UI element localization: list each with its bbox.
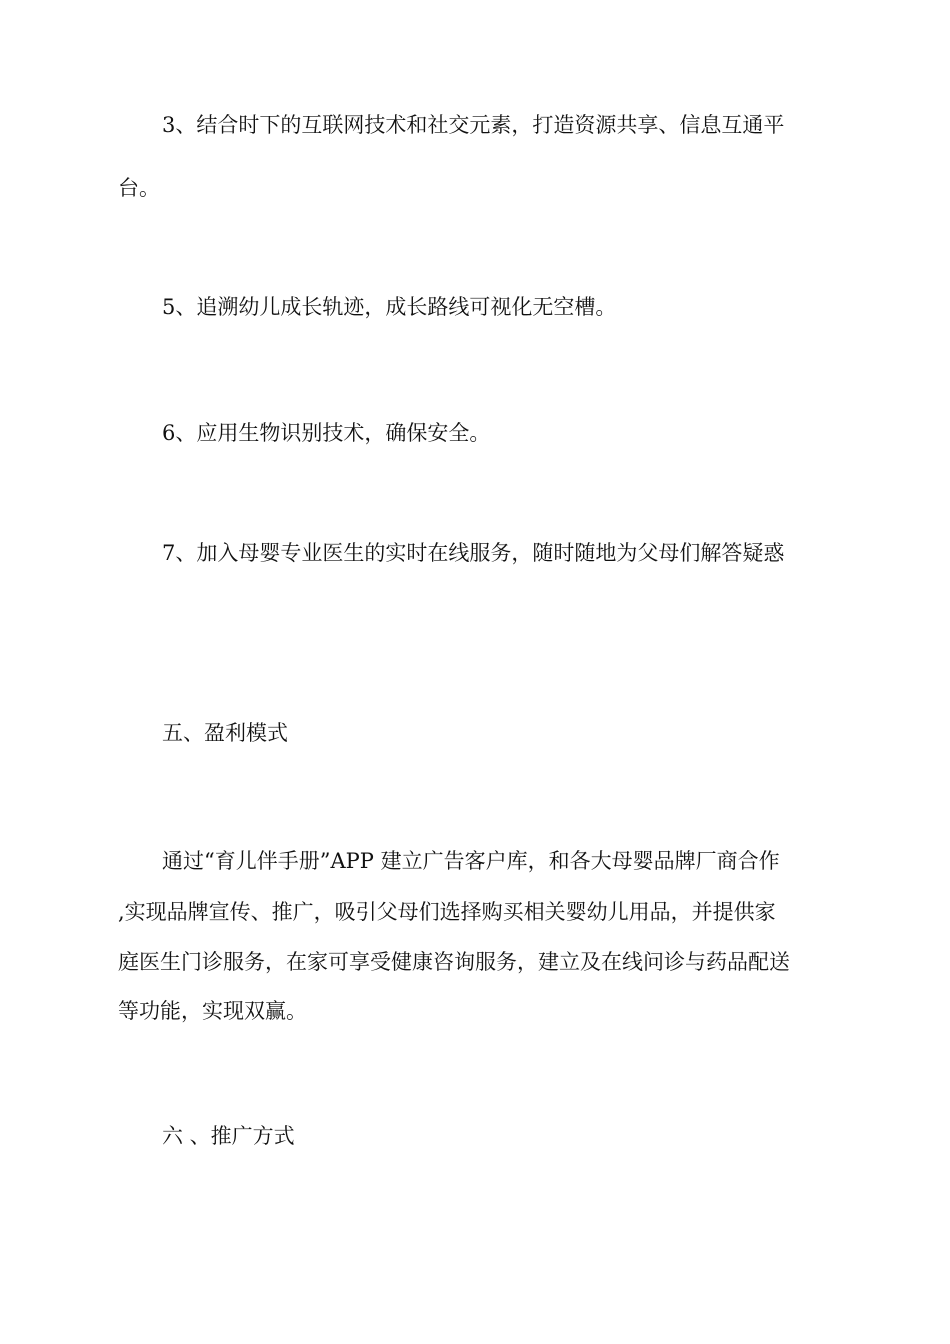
profit-paragraph-line-2: ,实现品牌宣传、推广，吸引父母们选择购买相关婴幼儿用品，并提供家	[118, 900, 776, 924]
section-heading-profit-model: 五、盈利模式	[162, 721, 288, 745]
profit-paragraph-line-1: 通过“育儿伴手册”APP 建立广告客户库，和各大母婴品牌厂商合作	[162, 849, 780, 873]
profit-paragraph-line-3: 庭医生门诊服务，在家可享受健康咨询服务，建立及在线问诊与药品配送	[118, 950, 790, 974]
list-item-3-line-1: 3、结合时下的互联网技术和社交元素，打造资源共享、信息互通平	[162, 113, 785, 137]
list-item-5: 5、追溯幼儿成长轨迹，成长路线可视化无空槽。	[162, 295, 617, 319]
section-heading-promotion: 六 、推广方式	[162, 1124, 295, 1148]
list-item-3-line-2: 台。	[118, 176, 160, 200]
list-item-6: 6、应用生物识别技术，确保安全。	[162, 421, 491, 445]
list-item-7: 7、加入母婴专业医生的实时在线服务，随时随地为父母们解答疑惑	[162, 541, 785, 565]
profit-paragraph-line-4: 等功能，实现双赢。	[118, 999, 307, 1023]
